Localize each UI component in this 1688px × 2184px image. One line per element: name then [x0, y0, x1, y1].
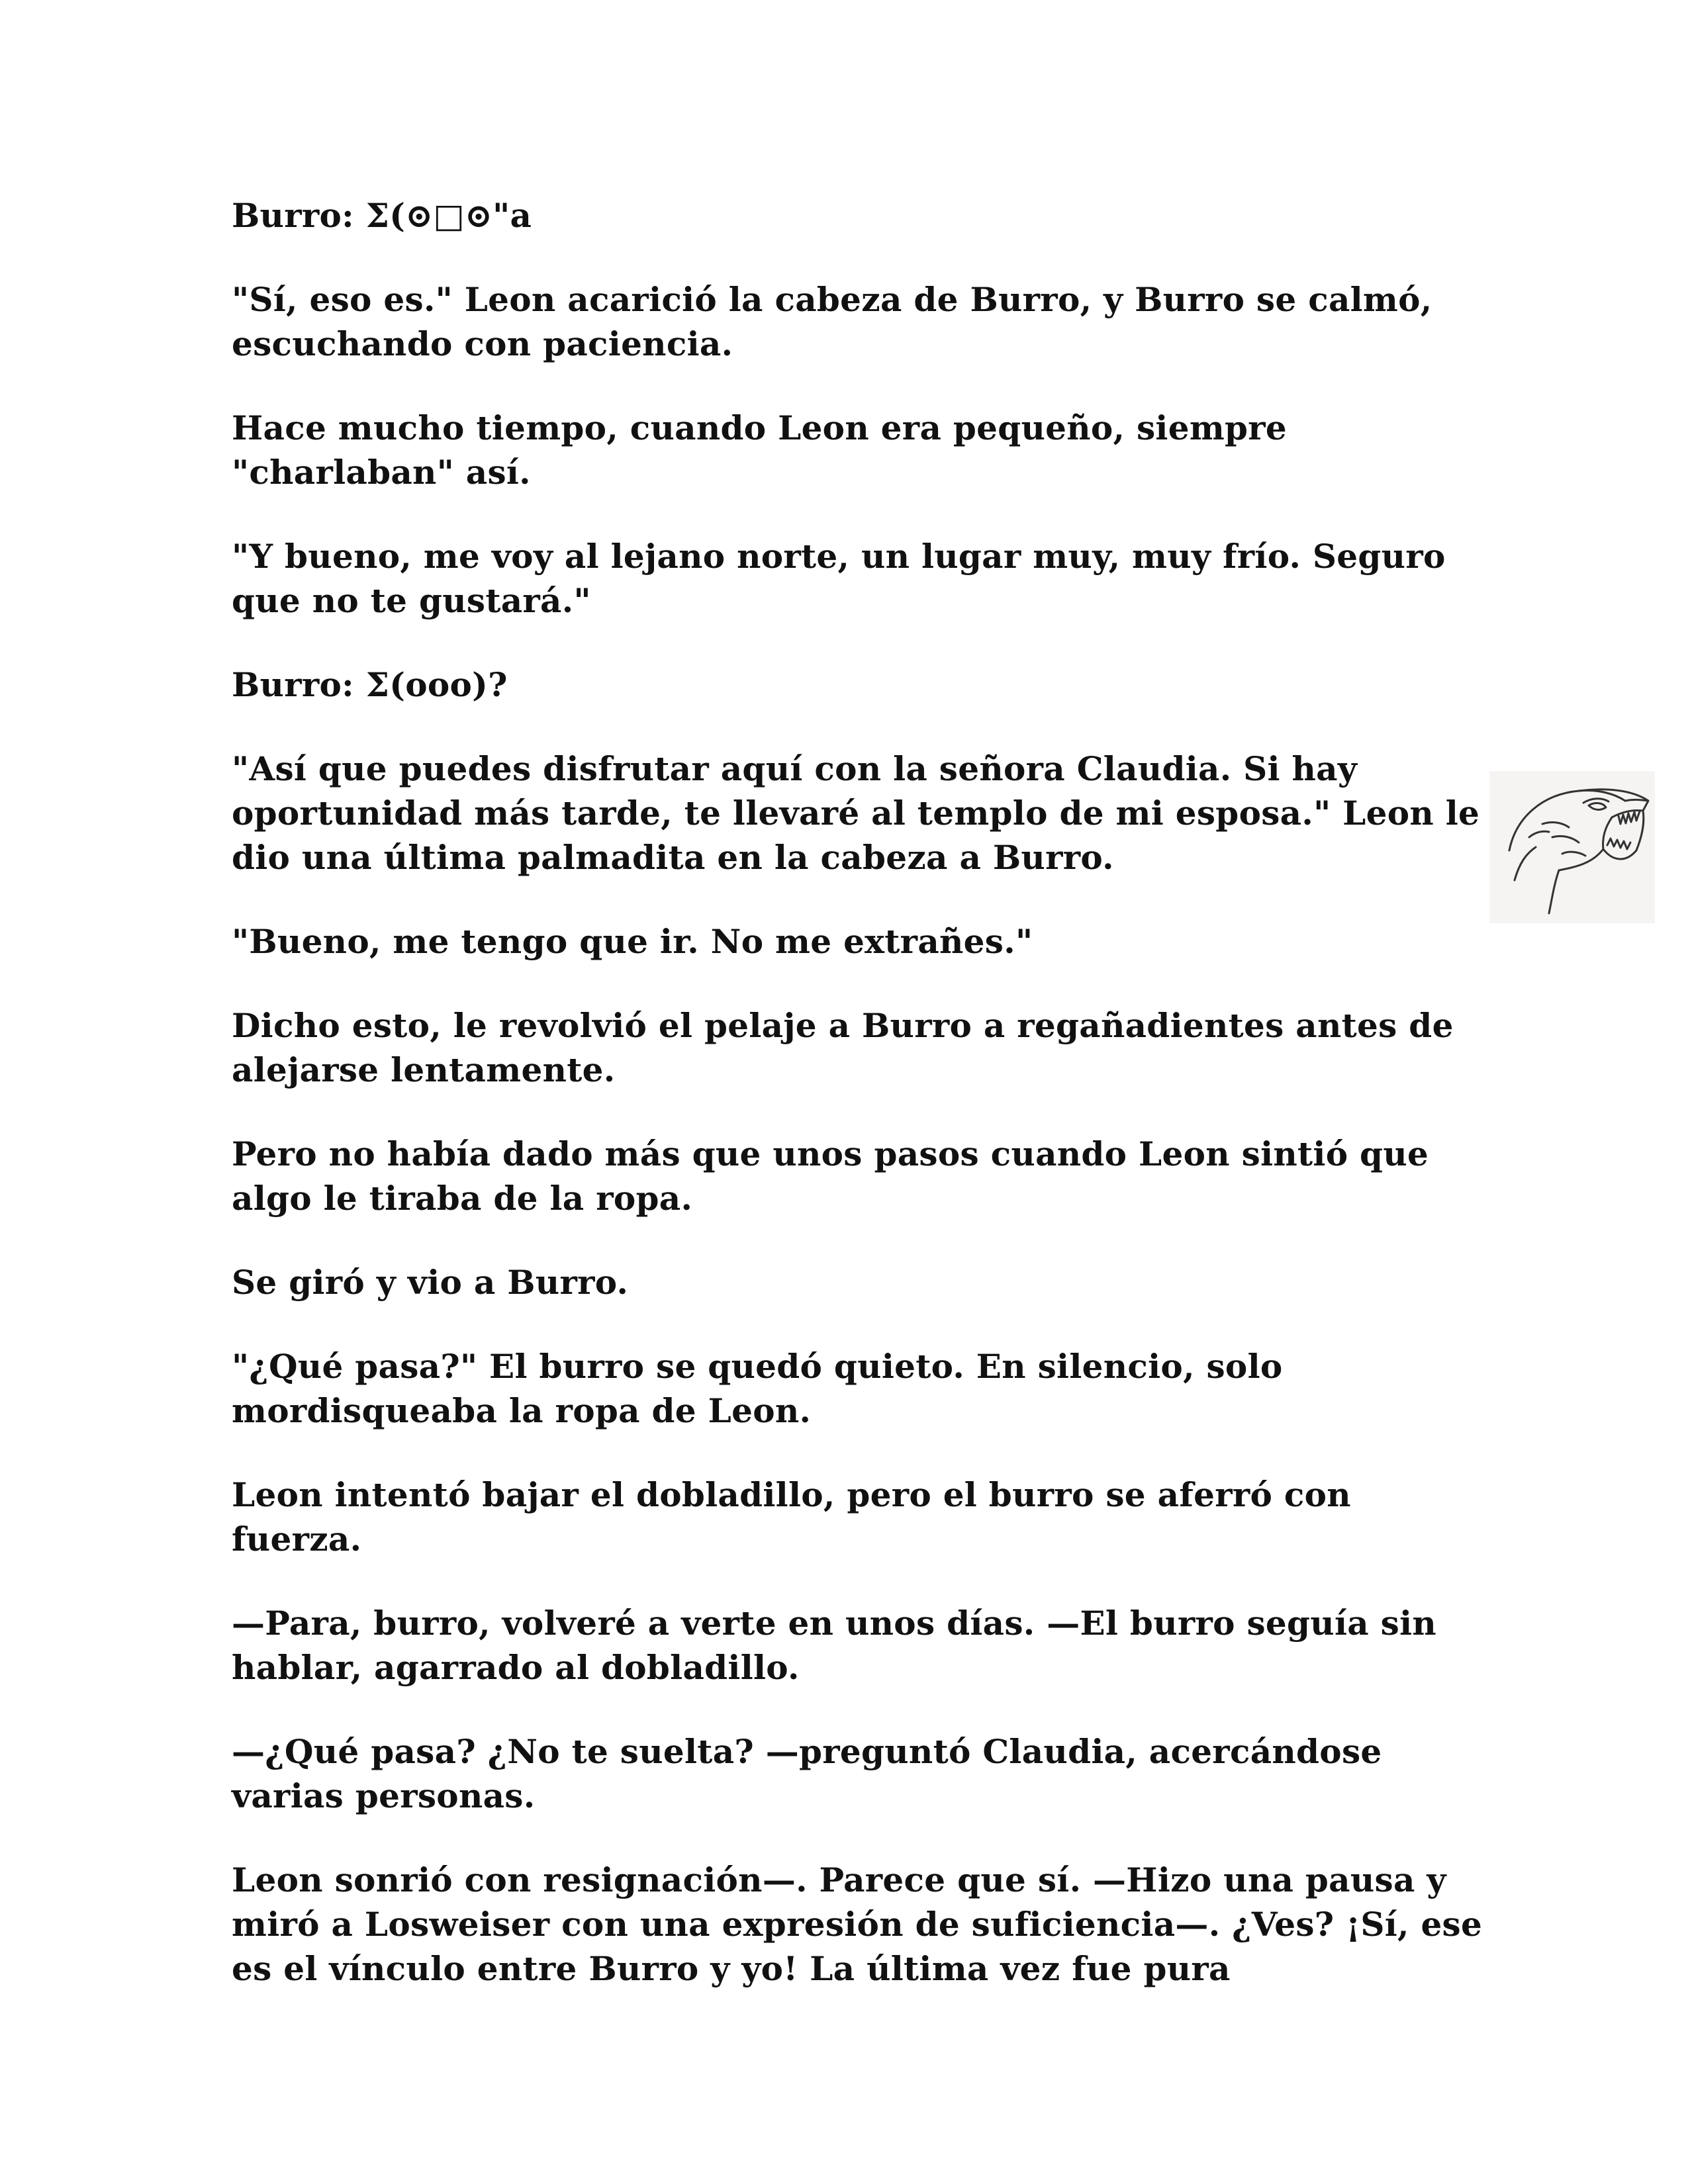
paragraph: —Para, burro, volveré a verte en unos días. —El burro seguía sin hablar, agarrado al dobladillo.	[232, 1604, 1437, 1687]
paragraph: Burro: Σ(ooo)?	[232, 665, 508, 704]
paragraph: "Y bueno, me voy al lejano norte, un lugar muy, muy frío. Seguro que no te gustará."	[232, 537, 1446, 620]
paragraph: Pero no había dado más que unos pasos cuando Leon sintió que algo le tiraba de la ropa.	[232, 1134, 1429, 1218]
paragraph: Hace mucho tiempo, cuando Leon era pequeño, siempre "charlaban" así.	[232, 408, 1288, 492]
story-text	[232, 193, 1489, 2030]
paragraph: "Sí, eso es." Leon acarició la cabeza de Burro, y Burro se calmó, escuchando con paciencia.	[232, 280, 1432, 363]
paragraph: Leon intentó bajar el dobladillo, pero el burro se aferró con fuerza.	[232, 1475, 1351, 1559]
paragraph: "Bueno, me tengo que ir. No me extrañes."	[232, 922, 1033, 961]
dinosaur-head-sketch-icon	[1489, 771, 1655, 923]
paragraph: —¿Qué pasa? ¿No te suelta? —preguntó Claudia, acercándose varias personas.	[232, 1732, 1382, 1815]
paragraph: "Así que puedes disfrutar aquí con la señora Claudia. Si hay oportunidad más tarde, te llevaré al templo de mi esposa." Leon le dio una última palmadita en la cabeza a Burro.	[232, 749, 1480, 877]
paragraph: Leon sonrió con resignación—. Parece que sí. —Hizo una pausa y miró a Losweiser con una expresión de suficiencia—. ¿Ves? ¡Sí, ese es el vínculo entre Burro y yo! La última vez fue pura	[232, 1860, 1483, 1988]
paragraph: Burro: Σ(⊙□⊙"a	[232, 196, 532, 235]
paragraph: "¿Qué pasa?" El burro se quedó quieto. En silencio, solo mordisqueaba la ropa de Leon.	[232, 1347, 1283, 1430]
paragraph: Dicho esto, le revolvió el pelaje a Burro a regañadientes antes de alejarse lentamente.	[232, 1006, 1454, 1089]
paragraph: Se giró y vio a Burro.	[232, 1263, 629, 1302]
